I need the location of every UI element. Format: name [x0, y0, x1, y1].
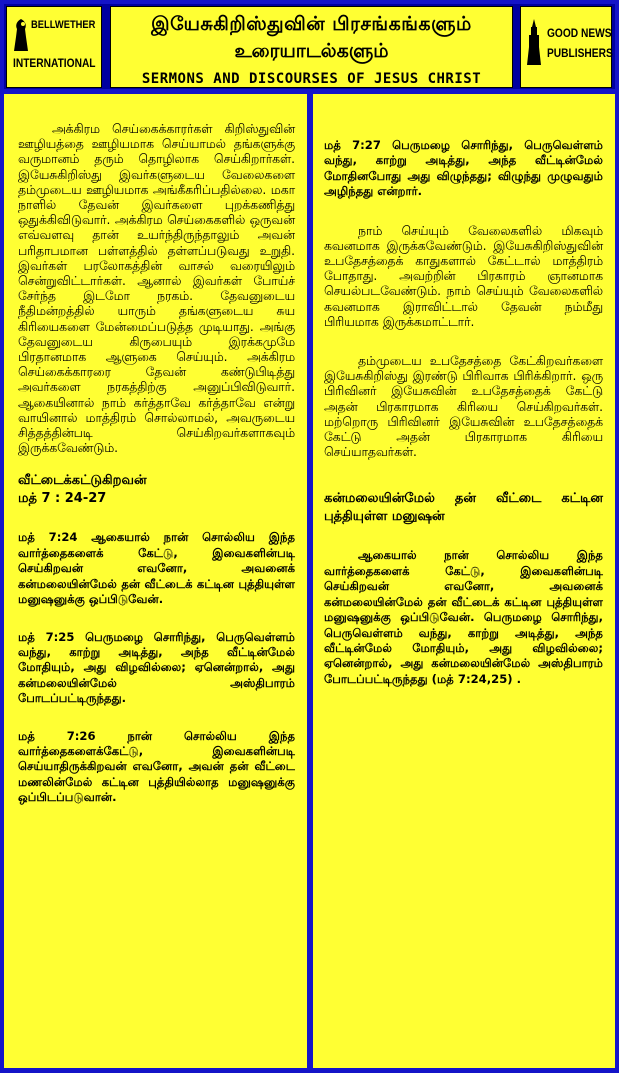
section-heading-house-builder	[18, 472, 295, 508]
verse-7-27: மத் 7:27 பெருமழை சொரிந்து, பெருவெள்ளம் வந்து, காற்று அடித்து, அந்த வீட்டின்மேல் மோதினபோது அது விழுந்தது; விழுந்து முழுவதும் அழிந்தது என்றார்.	[324, 138, 603, 199]
logo-left-line2: INTERNATIONAL	[13, 56, 96, 70]
title-block	[110, 6, 513, 88]
verse-7-25: மத் 7:25 பெருமழை சொரிந்து, பெருவெள்ளம் வந்து, காற்று அடித்து, அந்த வீட்டின்மேல் மோதியும், அது விழவில்லை; ஏனென்றால், அது கன்மலையின்மேல் அஸ்திபாரம் போடப்பட்டிருந்தது.	[18, 629, 295, 706]
logo-right-line1: GOOD NEWS	[547, 26, 612, 40]
right-column	[313, 94, 615, 1068]
header-banner	[4, 4, 615, 89]
logo-left-line1: BELLWETHER	[31, 19, 96, 31]
paragraph-wise-man: ஆகையால் நான் சொல்லிய இந்த வார்த்தைகளைக் கேட்டு, இவைகளின்படி செய்கிறவன் எவனோ, அவனைக் கன்மலையின்மேல் தன் வீட்டைக் கட்டின புத்தியுள்ள மனுஷனுக்கு ஒப்பிடுவேன். பெருமழை சொரிந்து, பெருவெள்ளம் வந்து, காற்று அடித்து, அந்த வீட்டின்மேல் மோதியும், அது விழவில்லை; ஏனென்றால், அது கன்மலையின்மேல் அஸ்திபாரம் போடப்பட்டிருந்தது (மத் 7:24,25) .	[324, 548, 603, 686]
page-title-tamil-1: இயேசுகிறிஸ்துவின் பிரசங்கங்களும்	[151, 13, 472, 35]
paragraph-two-groups: தம்முடைய உபதேசத்தை கேட்கிறவர்களை இயேசுகிறிஸ்து இரண்டு பிரிவாக பிரிக்கிறார். ஒரு பிரிவினர் இயேசுவின் உபதேசத்தைக் கேட்டு அதன் பிரகாரமாக கிரியை செய்கிறவர்கள். மற்றொரு பிரிவினர் இயேசுவின் உபதேசத்தைக் கேட்டு அதன் பிரகாரமாக கிரியை செய்யாதவர்கள்.	[324, 354, 603, 460]
section-heading-wise-man: கன்மலையின்மேல் தன் வீட்டை கட்டின புத்தியுள்ள மனுஷன்	[324, 491, 603, 525]
section-heading-text: வீட்டைக்கட்டுகிறவன் மத் 7 : 24-27	[18, 473, 147, 507]
good-news-logo	[520, 6, 612, 88]
verse-7-26: மத் 7:26 நான் சொல்லிய இந்த வார்த்தைகளைக்கேட்டு, இவைகளின்படி செய்யாதிருக்கிறவன் எவனோ, அவன் தன் வீட்டை மணலின்மேல் கட்டின புத்தியில்லாத மனுஷனுக்கு ஒப்பிடப்படுவான்.	[18, 728, 295, 805]
page-title-tamil-2: உரையாடல்களும்	[234, 40, 389, 62]
page-title-english: SERMONS AND DISCOURSES OF JESUS CHRIST	[141, 71, 482, 87]
paragraph-careful-work: நாம் செய்யும் வேலைகளில் மிகவும் கவனமாக இருக்கவேண்டும். இயேசுகிறிஸ்துவின் உபதேசத்தைக் காதுகளால் கேட்டால் மாத்திரம் போதாது. அவற்றின் பிரகாரம் ஞானமாக செயல்படவேண்டும். நாம் செய்யும் வேலைகளில் கவனமாக இராவிட்டால் தேவன் நம்மீது பிரியமாக இருக்கமாட்டார்.	[324, 223, 603, 329]
tower-icon	[524, 17, 544, 67]
bellwether-logo	[6, 6, 102, 88]
left-column	[4, 94, 307, 1068]
intro-paragraph: அக்கிரம செய்கைக்காரர்கள் கிறிஸ்துவின் ஊழியத்தை ஊழியமாக செய்யாமல் தங்களுக்கு வருமானம் தரும் தொழிலாக செய்கிறார்கள். இயேசுகிறிஸ்து இவர்களுடைய வேலைகளை தம்முடைய ஊழியமாக அங்கீகரிப்பதில்லை. மகா நாளில் தேவன் இவர்களை புறக்கணித்து ஒதுக்கிவிடுவார். அக்கிரம செய்கைகளில் ஒருவன் எவ்வளவு தான் உயர்ந்திருந்தாலும் அவன் பரிதாபமான பள்ளத்தில் தள்ளப்படுவது உறுதி. இவர்கள் பரலோகத்தின் வாசல் வரையிலும் சென்றுவிட்டார்கள். ஆனால் இவர்கள் போய்ச் சேர்ந்த இடமோ நரகம். தேவனுடைய நீதிமன்றத்தில் யாரும் தங்களுடைய சுய கிரியைகளை மேன்மைப்படுத்த முடியாது. அங்கு தேவனுடைய கிருபையும் இரக்கமுமே பிரதானமாக ஆளுகை செய்யும். அக்கிரம செய்கைக்காரரை தேவன் கண்டுபிடித்து அவர்களை நரகத்திற்கு அனுப்பிவிடுவார். ஆகையினால் நாம் கர்த்தாவே கர்த்தாவே என்று வாயினால் மாத்திரம் சொல்லாமல், அவருடைய சித்தத்தின்படி செய்கிறவர்களாகவும் இருக்கவேண்டும்.	[18, 122, 295, 456]
ram-icon	[11, 17, 31, 53]
logo-right-line2: PUBLISHERS	[547, 46, 613, 60]
verse-7-24: மத் 7:24 ஆகையால் நான் சொல்லிய இந்த வார்த்தைகளைக் கேட்டு, இவைகளின்படி செய்கிறவன் எவனோ, அவனைக் கன்மலையின்மேல் தன் வீட்டைக் கட்டின புத்தியுள்ள மனுஷனுக்கு ஒப்பிடுவேன்.	[18, 530, 295, 607]
